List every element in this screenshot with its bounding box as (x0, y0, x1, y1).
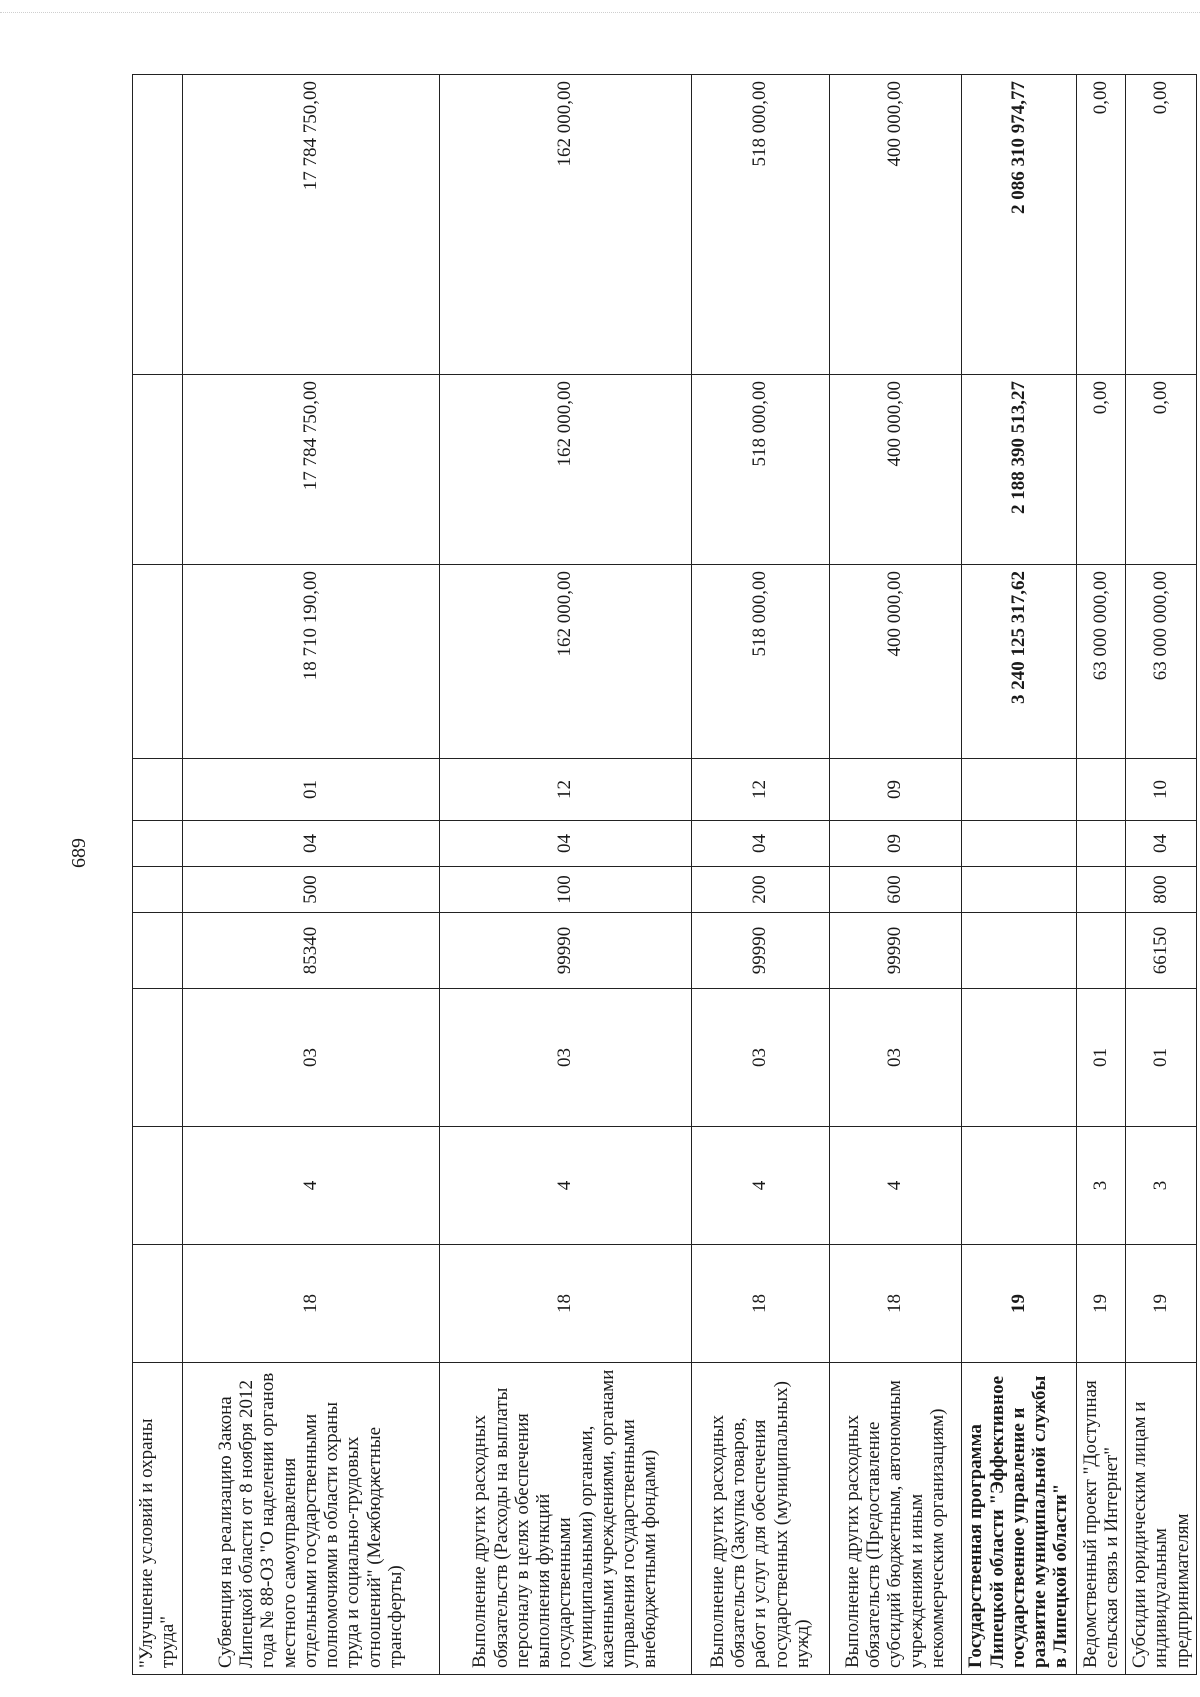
cell-program: 19 (1126, 1245, 1197, 1363)
cell-subsection: 01 (182, 759, 439, 821)
cell-name: Выполнение других расходных обязательств (Расходы на выплаты персоналу в целях обеспечения выполнения функций государственными (муниципальными) органами, казенными учреждениями, органами управления государственными внебюджетными фондами) (439, 1363, 691, 1675)
cell-expense-type: 600 (829, 867, 961, 913)
cell-program: 18 (439, 1245, 691, 1363)
page-number: 689 (68, 838, 90, 868)
table-row (1076, 75, 1126, 1675)
cell-amount-year-1: 400 000,00 (829, 565, 961, 759)
cell-amount-year-3: 162 000,00 (439, 75, 691, 375)
table-row (182, 75, 439, 1675)
cell-amount-year-2: 0,00 (1126, 375, 1197, 565)
cell-subprogram: 3 (1076, 1127, 1126, 1245)
cell-direction: 99990 (439, 913, 691, 989)
cell-program: 18 (691, 1245, 829, 1363)
cell-section (1076, 821, 1126, 867)
cell-program (133, 1245, 183, 1363)
cell-name: Ведомственный проект "Доступная сельская связь и Интернет" (1076, 1363, 1126, 1675)
cell-main-event (133, 989, 183, 1127)
cell-amount-year-2: 17 784 750,00 (182, 375, 439, 565)
cell-amount-year-1: 63 000 000,00 (1076, 565, 1126, 759)
cell-amount-year-1: 162 000,00 (439, 565, 691, 759)
cell-direction: 85340 (182, 913, 439, 989)
cell-main-event (961, 989, 1076, 1127)
cell-program: 18 (829, 1245, 961, 1363)
cell-subprogram: 4 (829, 1127, 961, 1245)
cell-subsection: 09 (829, 759, 961, 821)
cell-amount-year-1: 63 000 000,00 (1126, 565, 1197, 759)
cell-section (133, 821, 183, 867)
cell-amount-year-1: 18 710 190,00 (182, 565, 439, 759)
cell-subprogram (961, 1127, 1076, 1245)
cell-expense-type (961, 867, 1076, 913)
cell-expense-type: 100 (439, 867, 691, 913)
cell-subprogram: 4 (182, 1127, 439, 1245)
budget-table (132, 74, 1197, 1675)
cell-direction: 66150 (1126, 913, 1197, 989)
cell-subsection: 12 (439, 759, 691, 821)
cell-name: Субсидии юридическим лицам и индивидуальным предпринимателям (1126, 1363, 1197, 1675)
cell-direction (1076, 913, 1126, 989)
cell-amount-year-3: 0,00 (1126, 75, 1197, 375)
cell-main-event: 01 (1076, 989, 1126, 1127)
table-body (133, 75, 1197, 1675)
cell-amount-year-3: 518 000,00 (691, 75, 829, 375)
cell-expense-type: 800 (1126, 867, 1197, 913)
cell-amount-year-1: 3 240 125 317,62 (961, 565, 1076, 759)
cell-subsection: 12 (691, 759, 829, 821)
cell-main-event: 03 (182, 989, 439, 1127)
cell-subsection: 10 (1126, 759, 1197, 821)
cell-section: 04 (182, 821, 439, 867)
cell-amount-year-3: 2 086 310 974,77 (961, 75, 1076, 375)
cell-amount-year-2 (133, 375, 183, 565)
cell-main-event: 03 (691, 989, 829, 1127)
cell-program: 19 (1076, 1245, 1126, 1363)
cell-expense-type (1076, 867, 1126, 913)
table-row (439, 75, 691, 1675)
cell-amount-year-3: 17 784 750,00 (182, 75, 439, 375)
cell-amount-year-3: 400 000,00 (829, 75, 961, 375)
cell-subsection (961, 759, 1076, 821)
cell-section: 04 (439, 821, 691, 867)
cell-name: Государственная программа Липецкой области "Эффективное государственное управление и развитие муниципальной службы в Липецкой области" (961, 1363, 1076, 1675)
cell-direction (133, 913, 183, 989)
cell-amount-year-3 (133, 75, 183, 375)
budget-table-container (132, 75, 1193, 1675)
cell-amount-year-3: 0,00 (1076, 75, 1126, 375)
cell-subsection (133, 759, 183, 821)
cell-name: Субвенция на реализацию Закона Липецкой области от 8 ноября 2012 года № 88-ОЗ "О наделении органов местного самоуправления отдельными государственными полномочиями в области охраны труда и социально-трудовых отношений" (Межбюджетные трансферты) (182, 1363, 439, 1675)
cell-amount-year-1: 518 000,00 (691, 565, 829, 759)
cell-subprogram: 4 (439, 1127, 691, 1245)
cell-section (961, 821, 1076, 867)
cell-amount-year-2: 518 000,00 (691, 375, 829, 565)
cell-program: 18 (182, 1245, 439, 1363)
cell-section: 04 (1126, 821, 1197, 867)
cell-amount-year-2: 0,00 (1076, 375, 1126, 565)
cell-amount-year-1 (133, 565, 183, 759)
table-row (829, 75, 961, 1675)
cell-expense-type: 200 (691, 867, 829, 913)
cell-subsection (1076, 759, 1126, 821)
cell-amount-year-2: 162 000,00 (439, 375, 691, 565)
scan-edge-line (0, 12, 1200, 13)
table-row (691, 75, 829, 1675)
cell-main-event: 01 (1126, 989, 1197, 1127)
cell-program: 19 (961, 1245, 1076, 1363)
cell-subprogram: 4 (691, 1127, 829, 1245)
cell-expense-type (133, 867, 183, 913)
cell-main-event: 03 (829, 989, 961, 1127)
table-row (961, 75, 1076, 1675)
cell-name: Выполнение других расходных обязательств (Закупка товаров, работ и услуг для обеспечения государственных (муниципальных) нужд) (691, 1363, 829, 1675)
cell-amount-year-2: 2 188 390 513,27 (961, 375, 1076, 565)
cell-direction: 99990 (691, 913, 829, 989)
cell-amount-year-2: 400 000,00 (829, 375, 961, 565)
cell-subprogram (133, 1127, 183, 1245)
cell-expense-type: 500 (182, 867, 439, 913)
table-row (133, 75, 183, 1675)
cell-name: "Улучшение условий и охраны труда" (133, 1363, 183, 1675)
cell-direction: 99990 (829, 913, 961, 989)
cell-subprogram: 3 (1126, 1127, 1197, 1245)
table-row (1126, 75, 1197, 1675)
cell-name: Выполнение других расходных обязательств (Предоставление субсидий бюджетным, автономным учреждениям и иным некоммерческим организациям) (829, 1363, 961, 1675)
cell-main-event: 03 (439, 989, 691, 1127)
cell-section: 09 (829, 821, 961, 867)
cell-section: 04 (691, 821, 829, 867)
cell-direction (961, 913, 1076, 989)
